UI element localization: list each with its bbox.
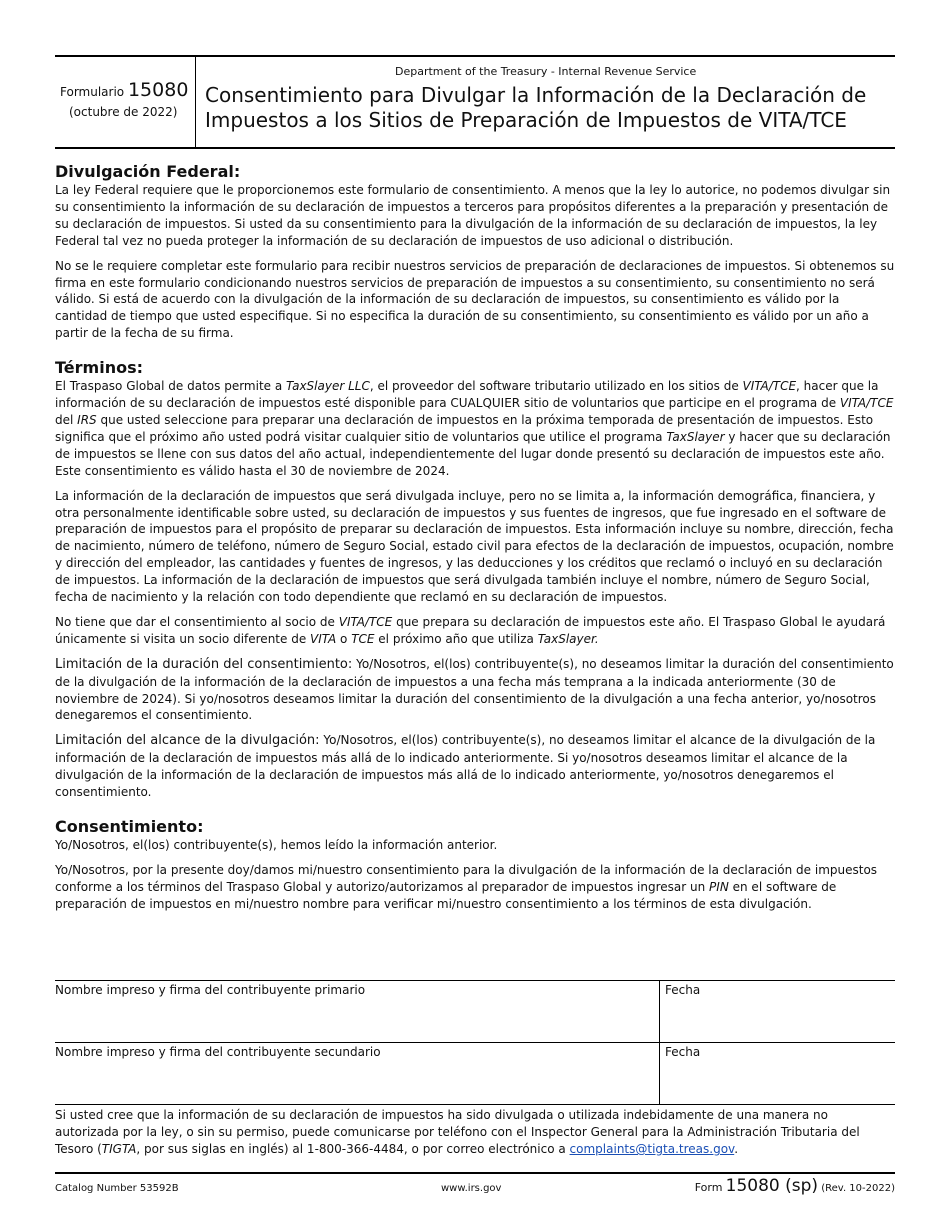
text-run: , por sus siglas en inglés) al 1-800-366-4484, o por correo electrónico a xyxy=(136,1142,570,1156)
terms-paragraph-2: La información de la declaración de impuestos que será divulgada incluye, pero no se limita a, la información demográfica, financiera, y otra personalmente identificable sobre usted, su declaración de impuestos y sus fuentes de ingresos, que fue ingresado en el software de preparación de impuestos para el propósito de preparar su declaración de impuestos. Esta información incluye su nombre, dirección, fecha de nacimiento, número de teléfono, número de Seguro Social, estado civil para efectos de la declaración de impuestos, ocupación, nombre y dirección del empleador, las cantidades y fuentes de ingresos, y las deducciones y los créditos que reclamó o incluyó en su declaración de impuestos. La información de la declaración de impuestos que será divulgada también incluye el nombre, número de Seguro Social, fecha de nacimiento y la relación con todo dependiente que reclamó en su declaración de impuestos. xyxy=(55,488,894,605)
footer-form-number: 15080 (sp) xyxy=(725,1176,819,1196)
terms-section xyxy=(55,358,895,801)
text-run: en el software de preparación de impuestos en mi/nuestro nombre para verificar mi/nuestro consentimiento a los términos de esta divulgación. xyxy=(55,879,837,911)
duration-limit-label: Limitación de la duración del consentimiento: xyxy=(55,656,353,672)
duration-limit-text: Yo/Nosotros, el(los) contribuyente(s), no deseamos limitar la duración del consentimiento de la divulgación de la información de la declaración de impuestos a una fecha más temprana a la indicada anteriormente (30 de noviembre de 2024). Si yo/nosotros deseamos limitar la duración del consentimiento de la divulgación a una fecha anterior, yo/nosotros denegaremos el consentimiento. xyxy=(55,656,894,723)
federal-heading: Divulgación Federal: xyxy=(55,162,241,181)
scope-limit-paragraph xyxy=(55,732,895,801)
form-page xyxy=(55,55,895,913)
form-prefix: Formulario xyxy=(60,85,125,99)
vita-tce-term: VITA/TCE xyxy=(839,396,894,411)
footer-form-prefix: Form xyxy=(694,1181,723,1194)
department-name: Department of the Treasury - Internal Revenue Service xyxy=(395,65,697,78)
federal-section xyxy=(55,162,895,342)
terms-paragraph-3 xyxy=(55,614,895,648)
tigta-notice xyxy=(55,1107,895,1158)
text-run: Yo/Nosotros, por la presente doy/damos mi/nuestro consentimiento para la divulgación de la información de la declaración de impuestos conforme a los términos del Traspaso Global y autorizo/autorizamos al preparador de impuestos ingresar un xyxy=(55,862,878,894)
tce-term: TCE xyxy=(351,631,375,646)
form-number: 15080 xyxy=(127,79,189,101)
text-run: . xyxy=(734,1142,739,1156)
secondary-date-field[interactable]: Fecha xyxy=(659,1043,700,1104)
vita-tce-term: VITA/TCE xyxy=(742,379,797,394)
consent-section xyxy=(55,817,895,913)
form-label xyxy=(60,79,188,101)
scope-limit-text: Yo/Nosotros, el(los) contribuyente(s), no deseamos limitar el alcance de la divulgación de la información de la declaración de impuestos más allá de lo indicado anteriormente. Si yo/nosotros deseamos limitar el alcance de la divulgación de la información de la declaración de impuestos más allá de lo indicado anteriormente, yo/nosotros denegaremos el consentimiento. xyxy=(55,733,876,800)
text-run: que prepara su declaración de impuestos este año. El Traspaso Global le ayudará únicamente si visita un socio diferente de xyxy=(55,614,886,646)
text-run: o xyxy=(336,631,352,646)
text-run: que usted seleccione para preparar una declaración de impuestos en la próxima temporada de presentación de impuestos. Esto significa que el próximo año usted podrá visitar cualquier sitio de voluntarios que utilice el programa xyxy=(55,412,874,444)
secondary-signature-row[interactable] xyxy=(55,1043,895,1105)
primary-date-field[interactable]: Fecha xyxy=(659,981,700,1042)
complaints-email-link[interactable]: complaints@tigta.treas.gov xyxy=(569,1142,735,1156)
irs-term: IRS xyxy=(77,412,97,427)
text-run: y hacer que su declaración de impuestos se llene con sus datos del año actual, independientemente del lugar donde presentó su declaración de impuestos este año. Este consentimiento es válido hasta el 30 de noviembre de 2024. xyxy=(55,429,891,478)
vita-tce-term: VITA/TCE xyxy=(338,614,393,629)
footer-form-rev: (Rev. 10-2022) xyxy=(821,1183,895,1194)
text-run: del xyxy=(55,412,78,427)
text-run: , el proveedor del software tributario utilizado en los sitios de xyxy=(369,379,743,394)
scope-limit-label: Limitación del alcance de la divulgación: xyxy=(55,733,320,749)
text-run: , hacer que la información de su declaración de impuestos esté disponible para CUALQUIER sitio de voluntarios que participe en el programa de xyxy=(55,379,879,411)
text-run: el próximo año que utiliza xyxy=(374,631,538,646)
taxslayer-name: TaxSlayer xyxy=(666,429,725,444)
text-run: El Traspaso Global de datos permite a xyxy=(55,379,287,394)
primary-signature-label: Nombre impreso y firma del contribuyente primario xyxy=(55,983,366,997)
consent-heading: Consentimiento: xyxy=(55,817,204,836)
form-header xyxy=(55,55,895,149)
tigta-term: TIGTA xyxy=(101,1142,137,1156)
text-run: Si usted cree que la información de su declaración de impuestos ha sido divulgada o utilizada indebidamente de una manera no autorizada por la ley, o sin su permiso, puede comunicarse por teléfono con el Inspector General para la Administración Tributaria del Tesoro ( xyxy=(55,1108,860,1156)
terms-paragraph-1 xyxy=(55,378,895,479)
signature-table xyxy=(55,980,895,1105)
footer-form-ref xyxy=(695,1176,895,1196)
footer-bar xyxy=(55,1172,895,1198)
federal-paragraph-2: No se le requiere completar este formulario para recibir nuestros servicios de preparación de declaraciones de impuestos. Si obtenemos su firma en este formulario condicionando nuestros servicios de preparación de impuestos a su consentimiento, su consentimiento no será válido. Si está de acuerdo con la divulgación de la información de su declaración de impuestos, su consentimiento es válido por la cantidad de tiempo que usted especifique. Si no especifica la duración de su consentimiento, su consentimiento es válido por un año a partir de la fecha de su firma. xyxy=(55,258,895,341)
taxslayer-llc-name: TaxSlayer LLC xyxy=(286,379,370,394)
website-link[interactable]: www.irs.gov xyxy=(441,1183,502,1194)
form-date: (octubre de 2022) xyxy=(69,105,178,119)
terms-heading: Términos: xyxy=(55,358,143,378)
consent-paragraph-2 xyxy=(55,862,895,913)
taxslayer-name: TaxSlayer. xyxy=(537,631,599,646)
form-id-box xyxy=(55,57,196,147)
text-run: No tiene que dar el consentimiento al socio de xyxy=(55,614,339,629)
federal-paragraph-1: La ley Federal requiere que le proporcionemos este formulario de consentimiento. A menos que la ley lo autorice, no podemos divulgar sin su consentimiento la información de su declaración de impuestos a terceros para propósitos diferentes a la preparación y presentación de su declaración de impuestos. Si usted da su consentimiento para la divulgación de la información de su declaración de impuestos, la ley Federal tal vez no pueda proteger la información de su declaración de impuestos de uso adicional o distribución. xyxy=(55,183,891,248)
form-title: Consentimiento para Divulgar la Información de la Declaración de Impuestos a los Sitios de Preparación de Impuestos de VITA/TCE xyxy=(205,83,867,132)
primary-signature-row[interactable] xyxy=(55,981,895,1043)
secondary-signature-label: Nombre impreso y firma del contribuyente secundario xyxy=(55,1045,381,1059)
duration-limit-paragraph xyxy=(55,656,895,725)
consent-paragraph-1: Yo/Nosotros, el(los) contribuyente(s), hemos leído la información anterior. xyxy=(55,838,498,852)
vita-term: VITA xyxy=(310,631,337,646)
catalog-number: Catalog Number 53592B xyxy=(55,1183,179,1194)
pin-term: PIN xyxy=(709,879,729,894)
